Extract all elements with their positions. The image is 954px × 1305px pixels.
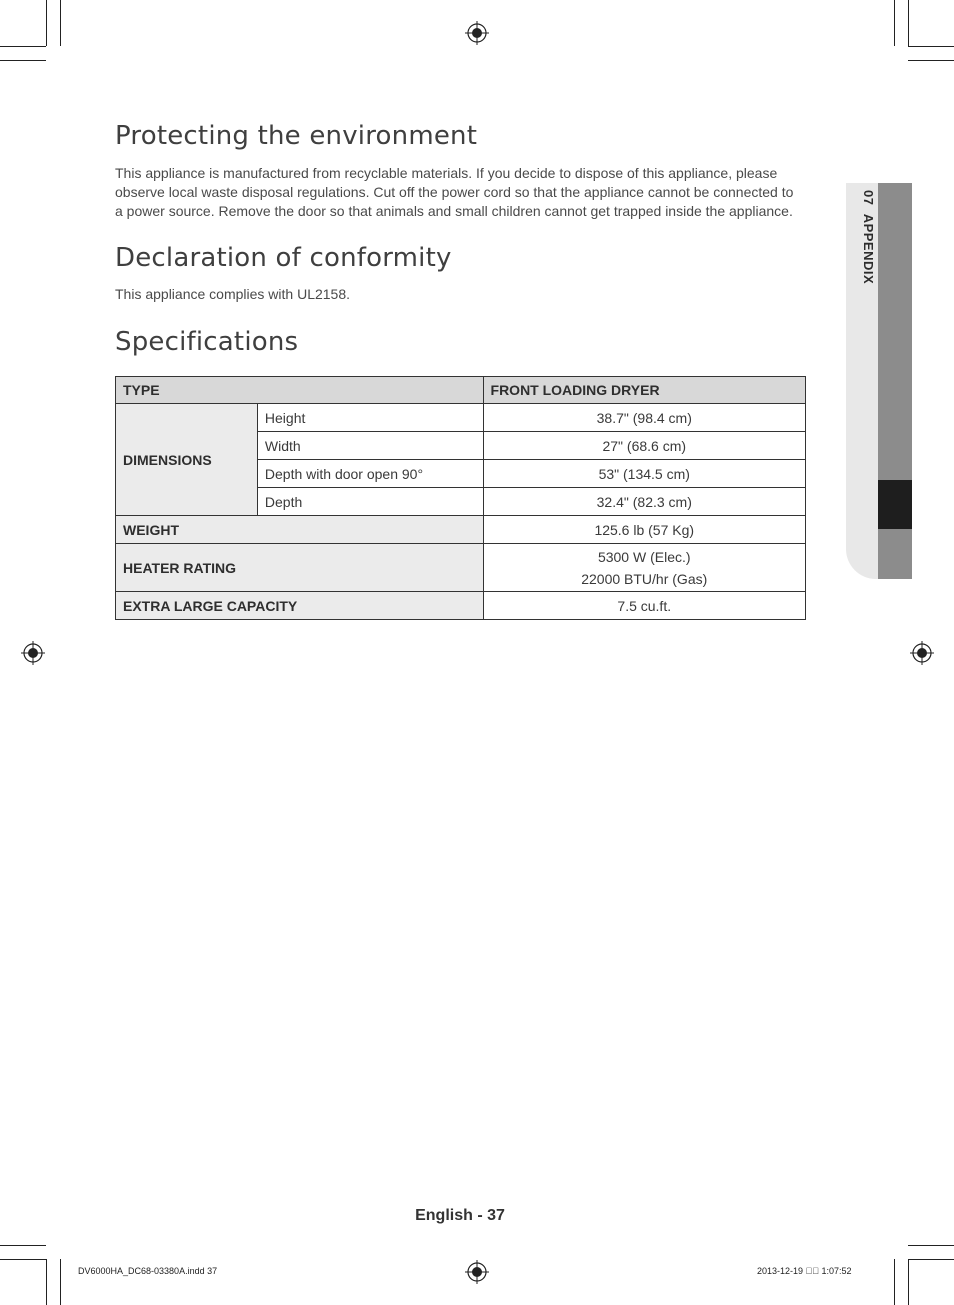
print-timestamp: 2013-12-19 ￿￿ 1:07:52 xyxy=(757,1266,852,1276)
heater-rating-label: HEATER RATING xyxy=(116,544,484,592)
heater-rating-electric: 5300 W (Elec.) xyxy=(597,548,691,565)
dimension-name: Width xyxy=(257,432,483,460)
section-title-specifications: Specifications xyxy=(115,327,299,357)
table-row xyxy=(116,544,806,592)
dimension-name: Depth xyxy=(257,488,483,516)
page-number: English - 37 xyxy=(415,1207,505,1224)
crop-mark xyxy=(908,1259,954,1260)
weight-value: 125.6 lb (57 Kg) xyxy=(483,516,805,544)
side-tab-label xyxy=(846,190,876,300)
dimensions-label: DIMENSIONS xyxy=(116,404,258,516)
dimension-name: Depth with door open 90° xyxy=(257,460,483,488)
dimension-name: Height xyxy=(257,404,483,432)
dimension-value: 53" (134.5 cm) xyxy=(483,460,805,488)
crop-mark xyxy=(908,1259,909,1305)
dimension-value: 38.7" (98.4 cm) xyxy=(483,404,805,432)
section-title-environment: Protecting the environment xyxy=(115,121,478,151)
section-body-conformity: This appliance complies with UL2158. xyxy=(115,286,351,302)
table-row xyxy=(116,592,806,620)
crop-mark xyxy=(894,1259,895,1305)
crop-mark xyxy=(46,1259,47,1305)
crop-mark xyxy=(908,0,909,46)
crop-mark xyxy=(0,60,46,61)
crop-mark xyxy=(60,1259,61,1305)
section-title-conformity: Declaration of conformity xyxy=(115,243,452,273)
crop-mark xyxy=(0,1245,46,1246)
table-header-row xyxy=(116,377,806,404)
chapter-title: APPENDIX xyxy=(861,213,876,285)
weight-label: WEIGHT xyxy=(116,516,484,544)
file-slug: DV6000HA_DC68-03380A.indd 37 xyxy=(78,1266,218,1276)
capacity-value: 7.5 cu.ft. xyxy=(483,592,805,620)
capacity-label: EXTRA LARGE CAPACITY xyxy=(116,592,484,620)
crop-mark xyxy=(908,60,954,61)
crop-mark xyxy=(0,1259,46,1260)
heater-rating-gas: 22000 BTU/hr (Gas) xyxy=(581,570,708,587)
crop-mark xyxy=(894,0,895,46)
table-row xyxy=(116,404,806,432)
crop-mark xyxy=(60,0,61,46)
registration-mark-icon xyxy=(465,21,489,45)
registration-mark-icon xyxy=(465,1260,489,1284)
table-row xyxy=(116,516,806,544)
specifications-table xyxy=(115,376,806,620)
header-type-value: FRONT LOADING DRYER xyxy=(483,377,805,404)
section-body-environment: This appliance is manufactured from recyclable materials. If you decide to dispose of this appliance, please observe local waste disposal regulations. Cut off the power cord so that the appliance cannot be connected to a power source. Remove the door so that animals and small children cannot get trapped inside the appliance. xyxy=(115,165,794,219)
dimension-value: 27" (68.6 cm) xyxy=(483,432,805,460)
chapter-number: 07 xyxy=(861,190,876,206)
heater-rating-value xyxy=(483,544,805,592)
crop-mark xyxy=(908,1245,954,1246)
dimension-value: 32.4" (82.3 cm) xyxy=(483,488,805,516)
side-tab-indicator xyxy=(878,480,912,529)
crop-mark xyxy=(0,46,46,47)
registration-mark-icon xyxy=(910,641,934,665)
crop-mark xyxy=(908,46,954,47)
header-type: TYPE xyxy=(116,377,484,404)
crop-mark xyxy=(46,0,47,46)
registration-mark-icon xyxy=(21,641,45,665)
